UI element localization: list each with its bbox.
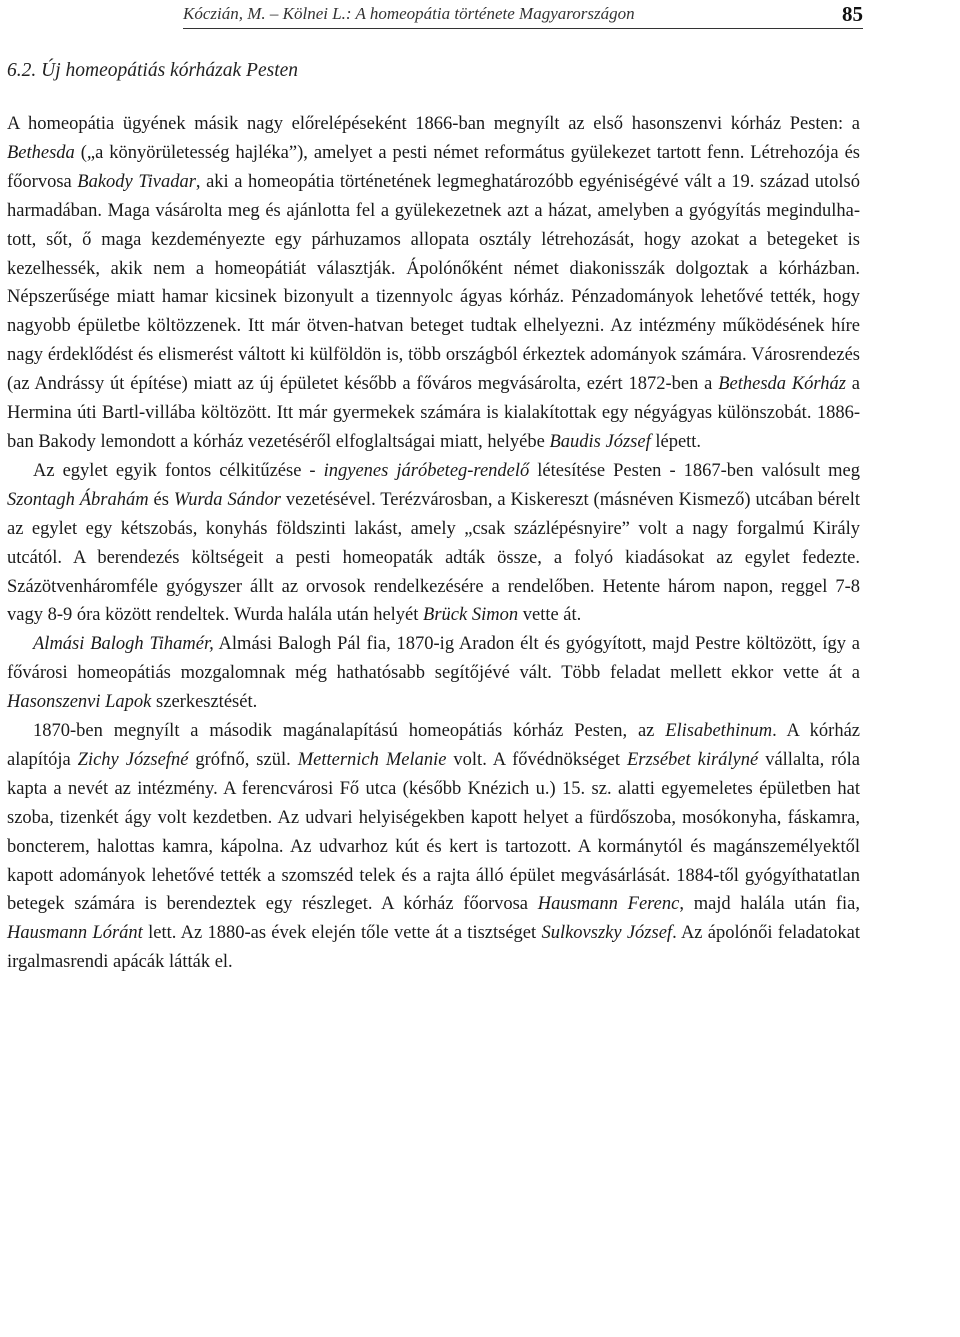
text-run: A homeopátia ügyének másik nagy előrelépéseként 1866-ban megnyílt az első hasonszenvi kórház Pesten: a xyxy=(7,114,860,134)
paragraph xyxy=(7,717,860,977)
italic-run: Szontagh Ábrahám xyxy=(7,489,149,510)
text-run: grófnő, szül. xyxy=(188,749,298,770)
text-run: és xyxy=(148,489,174,510)
italic-run: Hausmann Ferenc xyxy=(537,894,680,915)
text-run: a Hermina úti Bartl-villába költözött. Itt már gyermekek számára is kialakítottak egy négyágyas különszobát. 1886-ban Bakody lemondott a kórház vezetéséről elfoglaltságai miatt, helyébe xyxy=(7,374,861,452)
italic-run: Sulkovszky József xyxy=(541,923,673,944)
text-run: volt. A fővédnökséget xyxy=(446,749,627,770)
italic-run: Almási Balogh Tihamér, xyxy=(33,634,214,655)
body-text xyxy=(7,110,860,977)
text-run: lépett. xyxy=(650,431,702,452)
text-run: létesítése Pesten - 1867-ben valósult meg xyxy=(529,460,860,481)
running-title: Kóczián, M. – Kölnei L.: A homeopátia története Magyarországon xyxy=(183,4,635,23)
italic-run: Wurda Sándor xyxy=(173,489,281,510)
text-run: Az egylet egyik fontos célkitűzése - xyxy=(33,460,324,481)
italic-run: Hausmann Lóránt xyxy=(7,923,143,944)
text-run: , aki a homeopátia történetének legmeghatározóbb egyéniségévé vált a 19. század utolsó harmadában. Maga vásárolta meg és ajánlotta fel a gyülekezetnek azt a házat, amelyben a gyógyítás megindulhatott, sőt, ő maga kezdeményezte egy párhuzamos allopata osztály létrehozását, hogy azokat a betegeket is kezelhessék, akik nem a homeopátiát választják. Ápolónőként német diakonisszák dolgoztak a kórházban. Népszerűsége miatt hamar kicsinek bizonyult a tizennyolc ágyas kórház. Pénzadományok lehetővé tették, hogy nagyobb épületbe költözzenek. Itt már ötven-hatvan beteget tudtak elhelyezni. Az intézmény működésének híre nagy érdeklődést és elismerést váltott ki külföldön is, több országból érkeztek adományok számára. Városrendezés (az Andrássy út építése) miatt az új épületet később a főváros megvásárolta, ezért 1872-ben a xyxy=(7,171,860,395)
text-run: . Az ápolónői feladatokat irgalmasrendi apácák látták el. xyxy=(7,923,860,973)
text-run: szerkesztését. xyxy=(151,692,258,713)
italic-run: Brück Simon xyxy=(423,605,519,626)
paragraph xyxy=(7,110,860,457)
paragraph xyxy=(7,457,860,630)
text-run: vette át. xyxy=(518,605,582,626)
italic-run: Hasonszenvi Lapok xyxy=(7,692,152,713)
text-run: („a könyörületesség hajléka”), amelyet a pesti német református gyülekezet tartott fenn. Létrehozója és főorvosa xyxy=(7,142,860,192)
text-run: vállalta, róla kapta a nevét az intézmény. A ferencvárosi Fő utca (később Knézich u.) 15. sz. alatti egyemeletes épületben hat szoba, tizenkét ágy volt kezdetben. Az udvari helyiségekben kapott helyet a fürdőszoba, mosókonyha, fáskamra, boncterem, halottas kamra, kápolna. Az udvarhoz kút és kert is tartozott. A kormánytól és magánszemélyektől kapott adományok lehetővé tették a szomszéd telek és a rajta álló épület megvásárlását. 1884-től gyógyíthatatlan betegek számára is berendeztek egy részleget. A kórház főorvosa xyxy=(7,749,860,915)
italic-run: Bakody Tivadar xyxy=(77,171,196,192)
text-run: . A kórház alapítója xyxy=(7,721,860,770)
text-run: vezetésével. Terézvárosban, a Kiskereszt (másnéven Kismező) utcában bérelt az egylet egy kétszobás, konyhás földszinti lakást, amely „csak százlépésnyire” volt a nagy forgalmú Király utcától. A berendezés költségeit a pesti homeopaták adták össze, a folyó kiadásokat az egylet fedezte. Százötvenháromféle gyógyszer állt az orvosok rendelkezésére a rendelőben. Hetente három napon, reggel 7-8 vagy 8-9 óra között rendeltek. Wurda halála után helyét xyxy=(7,489,860,626)
paragraph xyxy=(7,630,860,717)
italic-run: Elisabethinum xyxy=(665,721,773,742)
section-title: 6.2. Új homeopátiás kórházak Pesten xyxy=(7,60,299,81)
page-header xyxy=(183,2,863,29)
italic-run: Bethesda xyxy=(7,142,75,163)
text-run: Almási Balogh Pál fia, 1870-ig Aradon élt és gyógyított, majd Pestre költözött, így a fővárosi homeopátiás mozgalomnak még hathatósabb segítőjévé vált. Több feladat mellett ekkor vette át a xyxy=(7,634,860,684)
italic-run: Metternich Melanie xyxy=(297,749,447,770)
text-run: , majd halála után fia, xyxy=(679,894,860,915)
text-run: lett. Az 1880-as évek elején tőle vette át a tisztséget xyxy=(142,923,542,944)
italic-run: Baudis József xyxy=(549,431,651,452)
italic-run: Erzsébet királyné xyxy=(626,749,759,770)
italic-run: Zichy Józsefné xyxy=(77,749,189,770)
text-run: 1870-ben megnyílt a második magánalapítású homeopátiás kórház Pesten, az xyxy=(33,721,666,742)
italic-run: Bethesda Kórház xyxy=(718,374,846,395)
italic-run: ingyenes járóbeteg-rendelő xyxy=(323,460,530,481)
page-number: 85 xyxy=(842,2,863,26)
